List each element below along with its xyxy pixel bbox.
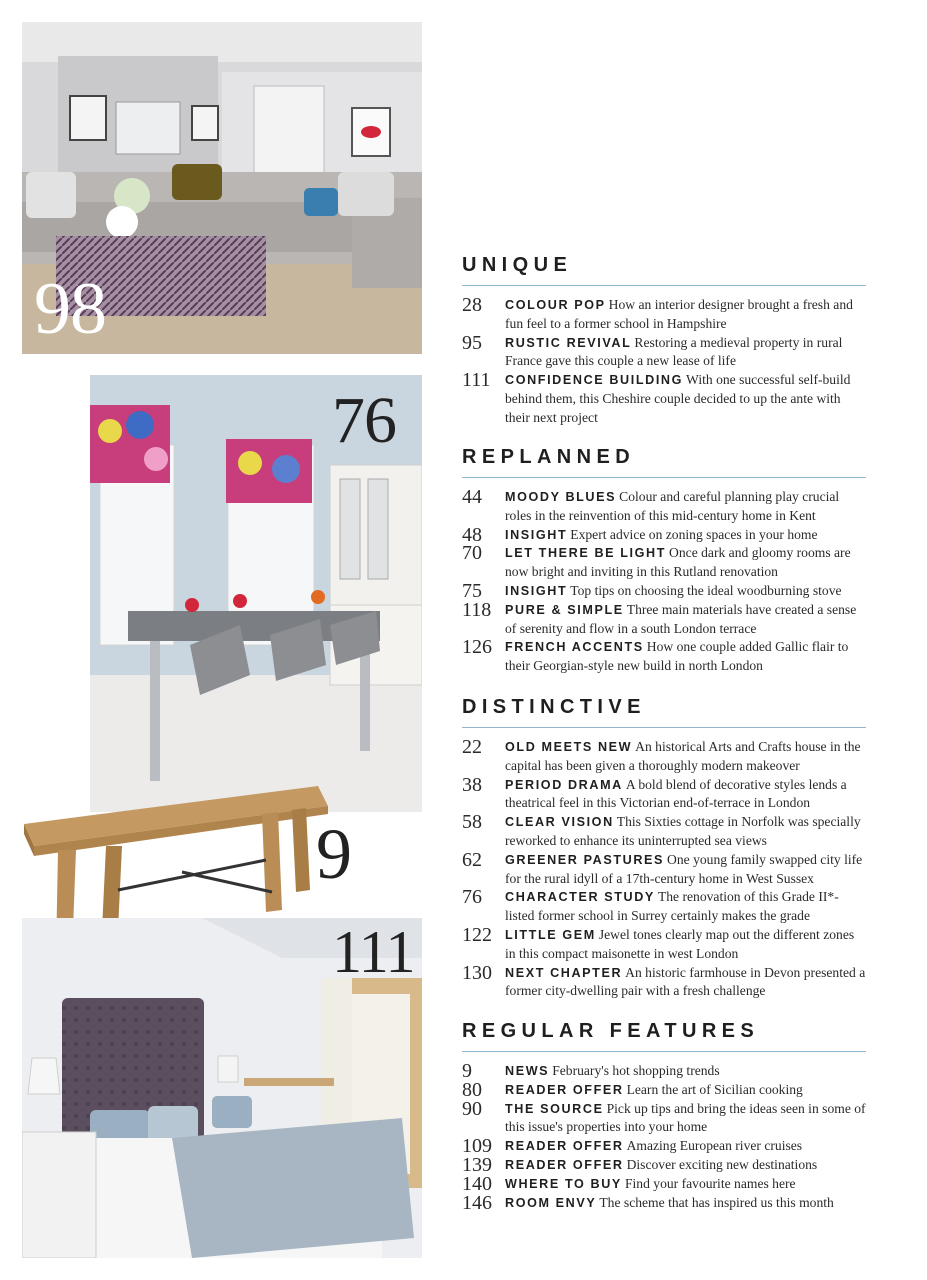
entry-description: One young family swapped city life for the rural idyll of a 17th-century home in West Sussex bbox=[505, 851, 863, 886]
contents-entry[interactable] bbox=[462, 579, 866, 602]
entry-text bbox=[505, 334, 866, 372]
contents-entry[interactable] bbox=[462, 773, 866, 814]
entry-description: The renovation of this Grade II*-listed former school in Surrey certainly makes the grade bbox=[505, 889, 839, 924]
contents-entry[interactable] bbox=[462, 331, 866, 372]
entry-page-number: 58 bbox=[462, 811, 482, 834]
entry-text bbox=[505, 1194, 866, 1213]
entry-page-number: 75 bbox=[462, 579, 482, 602]
entry-list bbox=[462, 738, 866, 1001]
entry-title: LET THERE BE LIGHT bbox=[505, 546, 667, 561]
entry-title: LITTLE GEM bbox=[505, 927, 596, 942]
entry-description: Learn the art of Sicilian cooking bbox=[626, 1081, 803, 1097]
contents-entry[interactable] bbox=[462, 598, 866, 639]
entry-text bbox=[505, 1081, 866, 1100]
entry-page-number: 140 bbox=[462, 1172, 492, 1195]
section-rule bbox=[462, 477, 866, 478]
entry-description: Find your favourite names here bbox=[624, 1175, 796, 1191]
entry-title: READER OFFER bbox=[505, 1157, 624, 1172]
photo-page-number-111: 111 bbox=[332, 919, 415, 985]
photo-page-number-76: 76 bbox=[332, 384, 396, 457]
entry-text bbox=[505, 1156, 866, 1175]
entry-text bbox=[505, 813, 866, 851]
entry-page-number: 48 bbox=[462, 523, 482, 546]
entry-title: RUSTIC REVIVAL bbox=[505, 335, 632, 350]
section-replanned bbox=[462, 446, 866, 676]
contents-entry[interactable] bbox=[462, 638, 866, 676]
entry-text bbox=[505, 526, 866, 545]
entry-text bbox=[505, 1175, 866, 1194]
entry-list bbox=[462, 296, 866, 428]
entry-title: NEXT CHAPTER bbox=[505, 965, 623, 980]
entry-title: CONFIDENCE BUILDING bbox=[505, 373, 684, 388]
section-heading: UNIQUE bbox=[462, 254, 573, 276]
photo-page-number-98: 98 bbox=[34, 268, 106, 350]
contents-entry[interactable] bbox=[462, 544, 866, 582]
contents-entry[interactable] bbox=[462, 1153, 866, 1176]
entry-page-number: 139 bbox=[462, 1153, 492, 1176]
entry-description: Restoring a medieval property in rural France gave this couple a new lease of life bbox=[505, 334, 843, 369]
entry-page-number: 22 bbox=[462, 736, 482, 758]
entry-page-number: 9 bbox=[462, 1060, 472, 1082]
entry-description: February's hot shopping trends bbox=[552, 1063, 720, 1078]
entry-title: COLOUR POP bbox=[505, 298, 606, 312]
entry-title: PERIOD DRAMA bbox=[505, 777, 623, 792]
entry-page-number: 44 bbox=[462, 486, 482, 508]
entry-title: READER OFFER bbox=[505, 1139, 624, 1154]
entry-page-number: 76 bbox=[462, 886, 482, 909]
photo-page-number-9: 9 bbox=[316, 814, 351, 894]
contents-entry[interactable] bbox=[462, 371, 866, 427]
entry-description: With one successful self-build behind them, this Cheshire couple decided to up the ante with their next project bbox=[505, 372, 851, 425]
entry-page-number: 118 bbox=[462, 598, 492, 621]
entry-title: ROOM ENVY bbox=[505, 1195, 597, 1210]
entry-title: THE SOURCE bbox=[505, 1101, 604, 1116]
contents-entry[interactable] bbox=[462, 923, 866, 964]
section-rule bbox=[462, 1051, 866, 1052]
contents-entry[interactable] bbox=[462, 488, 866, 526]
entry-title: WHERE TO BUY bbox=[505, 1176, 622, 1191]
entry-title: CHARACTER STUDY bbox=[505, 890, 655, 905]
entry-page-number: 146 bbox=[462, 1191, 492, 1214]
contents-entry[interactable] bbox=[462, 1191, 866, 1214]
entry-description: The scheme that has inspired us this month bbox=[599, 1194, 834, 1210]
entry-page-number: 70 bbox=[462, 542, 482, 565]
entry-text bbox=[505, 888, 866, 926]
contents-entry[interactable] bbox=[462, 738, 866, 776]
contents-entry[interactable] bbox=[462, 1078, 866, 1101]
contents-entry[interactable] bbox=[462, 523, 866, 546]
section-regular-features bbox=[462, 1020, 866, 1212]
section-distinctive bbox=[462, 696, 866, 1001]
section-unique bbox=[462, 254, 866, 428]
contents-entry[interactable] bbox=[462, 961, 866, 1002]
entry-text bbox=[505, 371, 866, 427]
entry-title: READER OFFER bbox=[505, 1082, 624, 1097]
entry-description: Top tips on choosing the ideal woodburning stove bbox=[570, 582, 842, 598]
entry-title: CLEAR VISION bbox=[505, 815, 614, 830]
contents-entry[interactable] bbox=[462, 888, 866, 926]
entry-description: An historical Arts and Crafts house in the capital has been given a thoroughly modern makeover bbox=[505, 739, 861, 773]
entry-page-number: 130 bbox=[462, 961, 492, 984]
entry-text bbox=[505, 776, 866, 814]
entry-text bbox=[505, 544, 866, 582]
entry-title: FRENCH ACCENTS bbox=[505, 640, 644, 655]
entry-text bbox=[505, 964, 866, 1002]
entry-title: MOODY BLUES bbox=[505, 490, 617, 504]
entry-description: An historic farmhouse in Devon presented a former city-dwelling pair with a fresh challenge bbox=[505, 964, 866, 999]
entry-text bbox=[505, 1137, 866, 1156]
section-rule bbox=[462, 727, 866, 728]
entry-title: PURE & SIMPLE bbox=[505, 602, 624, 617]
entry-page-number: 28 bbox=[462, 294, 482, 316]
entry-text bbox=[505, 926, 866, 964]
entry-page-number: 111 bbox=[462, 369, 491, 392]
entry-description: How an interior designer brought a fresh and fun feel to a former school in Hampshire bbox=[505, 297, 853, 331]
entry-description: Three main materials have created a sense of serenity and flow in a south London terrace bbox=[505, 601, 857, 636]
contents-entry[interactable] bbox=[462, 813, 866, 851]
entry-text bbox=[505, 582, 866, 601]
contents-entry[interactable] bbox=[462, 848, 866, 889]
entry-description: Expert advice on zoning spaces in your home bbox=[570, 526, 818, 542]
entry-page-number: 80 bbox=[462, 1078, 482, 1101]
entry-page-number: 95 bbox=[462, 331, 482, 354]
section-rule bbox=[462, 285, 866, 286]
entry-description: Once dark and gloomy rooms are now bright and inviting in this Rutland renovation bbox=[505, 545, 851, 580]
entry-text bbox=[505, 851, 866, 889]
contents-entry[interactable] bbox=[462, 1062, 866, 1081]
entry-text bbox=[505, 296, 866, 334]
entry-text bbox=[505, 488, 866, 526]
entry-text bbox=[505, 738, 866, 776]
entry-description: Amazing European river cruises bbox=[626, 1138, 803, 1154]
entry-description: A bold blend of decorative styles lends a theatrical feel in this Victorian end-of-terrace in London bbox=[505, 776, 847, 811]
contents-entry[interactable] bbox=[462, 1097, 866, 1138]
entry-page-number: 122 bbox=[462, 923, 492, 946]
entry-text bbox=[505, 638, 866, 676]
entry-page-number: 126 bbox=[462, 636, 492, 659]
contents-entry[interactable] bbox=[462, 296, 866, 334]
entry-page-number: 90 bbox=[462, 1097, 482, 1120]
entry-page-number: 62 bbox=[462, 848, 482, 871]
entry-description: Jewel tones clearly map out the different zones in this compact maisonette in west London bbox=[505, 926, 855, 961]
entry-description: How one couple added Gallic flair to their Georgian-style new build in north London bbox=[505, 639, 849, 674]
entry-title: GREENER PASTURES bbox=[505, 852, 665, 867]
entry-page-number: 109 bbox=[462, 1135, 492, 1158]
section-heading: REGULAR FEATURES bbox=[462, 1020, 760, 1042]
entry-list bbox=[462, 488, 866, 676]
entry-title: INSIGHT bbox=[505, 583, 568, 598]
entry-text bbox=[505, 1100, 866, 1138]
entry-page-number: 38 bbox=[462, 773, 482, 796]
entry-description: Pick up tips and bring the ideas seen in some of this issue's properties into your home bbox=[505, 1100, 866, 1135]
entry-description: This Sixties cottage in Norfolk was specially reworked to enhance its uninterrupted sea views bbox=[505, 814, 861, 848]
contents-entry[interactable] bbox=[462, 1137, 866, 1156]
entry-title: INSIGHT bbox=[505, 527, 568, 542]
section-heading: REPLANNED bbox=[462, 446, 636, 468]
entry-text bbox=[505, 1062, 866, 1081]
entry-description: Discover exciting new destinations bbox=[626, 1156, 818, 1172]
entry-title: OLD MEETS NEW bbox=[505, 740, 633, 754]
entry-list bbox=[462, 1062, 866, 1212]
entry-title: NEWS bbox=[505, 1064, 550, 1078]
entry-description: Colour and careful planning play crucial roles in the reinvention of this mid-century home in Kent bbox=[505, 489, 840, 523]
section-heading: DISTINCTIVE bbox=[462, 696, 646, 718]
contents-entry[interactable] bbox=[462, 1172, 866, 1195]
entry-text bbox=[505, 601, 866, 639]
